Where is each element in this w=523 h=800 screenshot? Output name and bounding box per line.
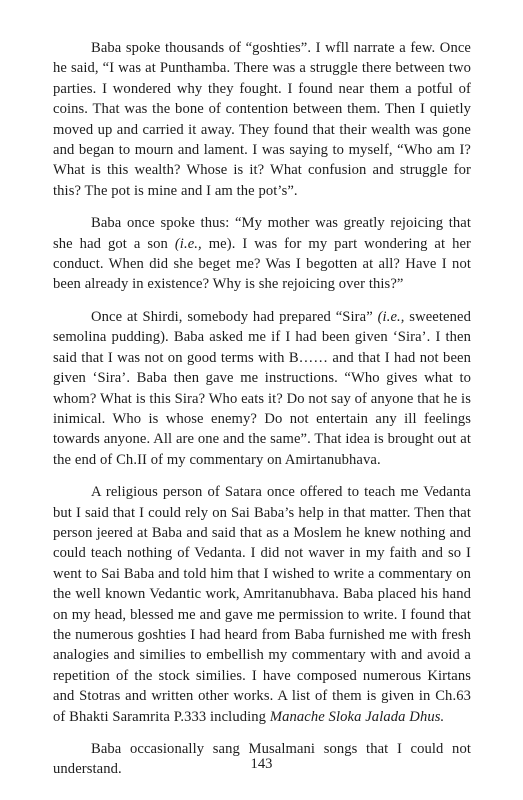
paragraph-2 [53,213,471,295]
paragraph-3 [53,307,471,470]
paragraph-1 [53,38,471,201]
text-run: Once at Shirdi, somebody had prepared “Sira” [91,308,378,325]
italic-run: (i.e., [377,308,405,325]
italic-run: Manache Sloka Jalada Dhus. [269,708,445,725]
page-number: 143 [250,756,273,772]
page-body [53,38,471,780]
text-run: sweetened semolina pudding). Baba asked me if I had been given ‘Sira’. I then said that I was not on good terms with B…… and that I had not been given ‘Sira’. Baba then gave me instructions. “Who gives what to whom? What is this Sira? Who eats it? Do not say of anyone that he is inimical. Who is whose enemy? Do not entertain any ill feelings towards anyone. All are one and the same”. That idea is brought out at the end of Ch.II of my commentary on Amirtanubhava. [53,308,471,468]
italic-run: (i.e., [174,235,202,252]
text-run: Baba once spoke thus: “My mother was greatly rejoicing that she had got a son [53,215,471,252]
text-run: Baba spoke thousands of “goshties”. I wfll narrate a few. Once he said, “I was at Punthamba. There was a struggle there between two parties. I wondered why they fought. I found near them a potful of coins. That was the bone of contention between them. Then I quietly moved up and carried it away. They found that their wealth was gone and began to mourn and lament. I was saying to myself, “Who am I? What is this wealth? Whose is it? What confusion and struggle for this? The pot is mine and I am the pot’s”. [53,40,471,199]
paragraph-4 [53,482,471,727]
text-run: Baba occasionally sang Musalmani songs that I could not understand. [53,741,471,778]
text-run: me). I was for my part wondering at her conduct. When did she beget me? Was I begotten at all? Have I not been already in existence? Why is she rejoicing over this?” [53,235,472,293]
text-run: A religious person of Satara once offered to teach me Vedanta but I said that I could rely on Sai Baba’s help in that matter. Then that person jeered at Baba and said that as a Moslem he knew nothing and could teach nothing of Vedanta. I did not waver in my faith and so I went to Sai Baba and told him that I wished to write a commentary on the well known Vedantic work, Amritanubhava. Baba placed his hand on my head, blessed me and gave me permission to write. I found that the numerous goshties I had heard from Baba furnished me with fresh analogies and similies to embellish my commentary with and avoid a repetition of the stock similies. I have composed numerous Kirtans and Stotras and written other works. A list of them is given in Ch.63 of Bhakti Saramrita P.333 including [53,484,471,725]
